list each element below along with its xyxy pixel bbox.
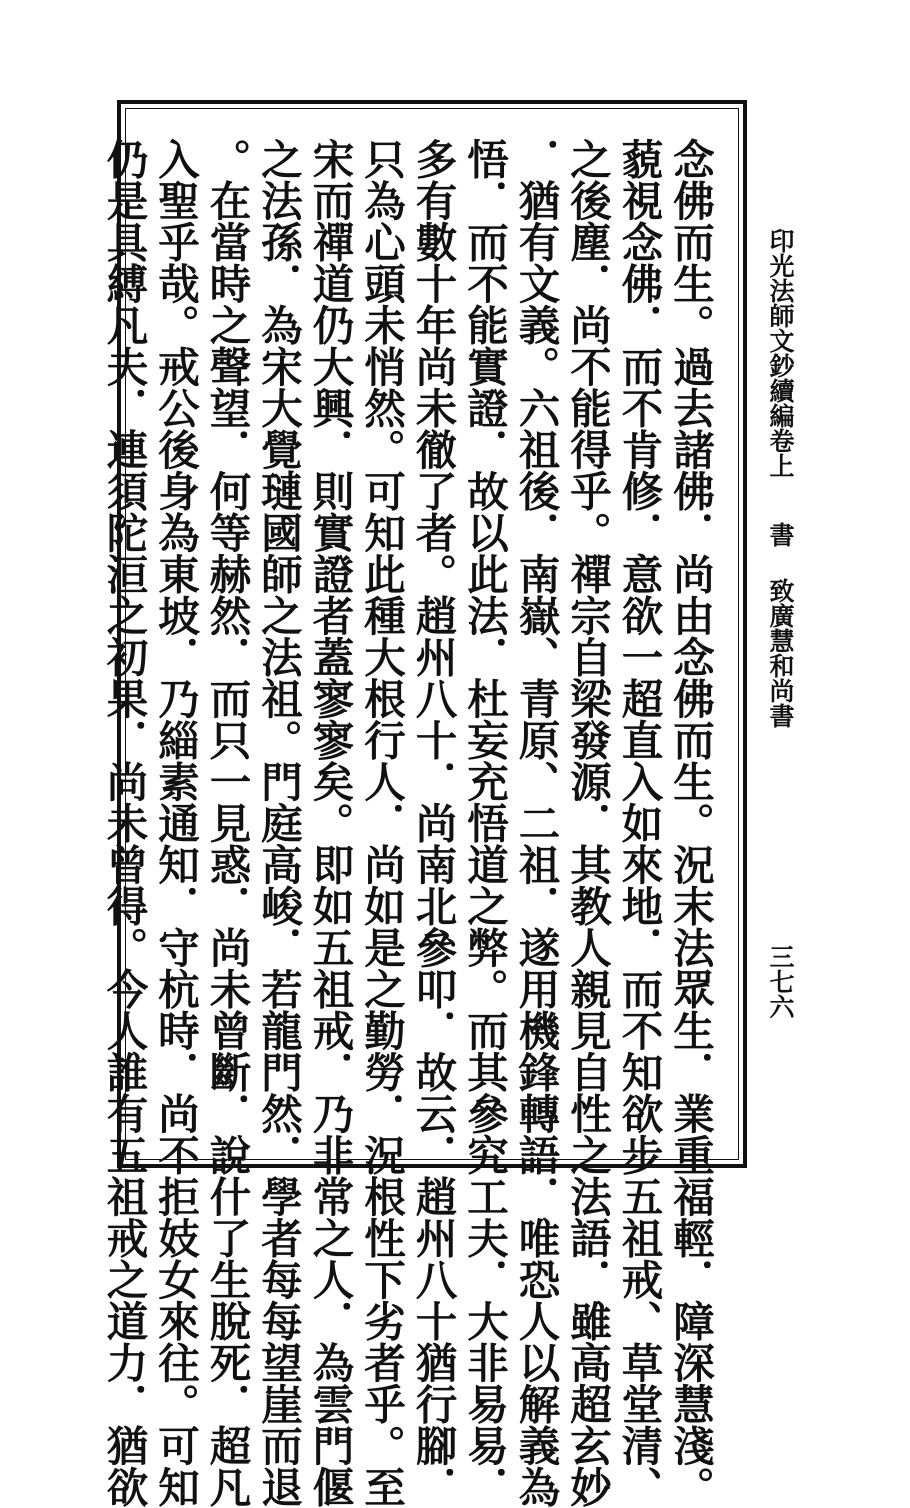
text-column: 入聖乎哉。戒公後身為東坡．乃緇素通知．守杭時．尚不拒妓女來往。可知 [151, 138, 200, 1508]
running-head-letter-title: 致廣慧和尚書 [766, 578, 795, 728]
running-head-section: 書 [766, 522, 795, 547]
text-column: 仍是具縛凡夫．連須陀洹之初果．尚未曾得。今人誰有五祖戒之道力．猶欲 [99, 138, 149, 1508]
running-head-book-title: 印光法師文鈔續編卷上 [766, 228, 795, 478]
text-column: 多有數十年尚未徹了者。趙州八十．尚南北參叩．故云．趙州八十猶行腳． [408, 138, 458, 1508]
page-number: 三七六 [766, 944, 795, 1019]
text-column: 宋而禪道仍大興．則實證者蓋寥寥矣。即如五祖戒．乃非常之人．為雲門偃 [305, 138, 355, 1508]
text-column: 只為心頭未悄然。可知此種大根行人．尚如是之勤勞．況根性下劣者乎。至 [357, 138, 406, 1508]
text-column: 之法孫．為宋大覺璉國師之法祖。門庭高峻．若龍門然．學者每每望崖而退 [254, 138, 303, 1508]
text-column: ．猶有文義。六祖後．南嶽、青原、二祖．遂用機鋒轉語．唯恐人以解義為 [511, 138, 561, 1508]
text-column: 念佛而生。過去諸佛．尚由念佛而生。況末法眾生．業重福輕．障深慧淺。 [666, 138, 715, 1508]
text-column: 悟．而不能實證．故以此法．杜妄充悟道之弊。而其參究工夫．大非易易． [460, 138, 509, 1508]
text-column: 藐視念佛．而不肯修．意欲一超直入如來地．而不知欲步五祖戒、草堂清、 [614, 138, 664, 1508]
text-column: 之後塵．尚不能得乎。禪宗自梁發源．其教人親見自性之法語．雖高超玄妙 [563, 138, 612, 1508]
text-column: 。在當時之聲望．何等赫然．而只一見惑．尚未曾斷．說什了生脫死．超凡 [202, 138, 252, 1508]
